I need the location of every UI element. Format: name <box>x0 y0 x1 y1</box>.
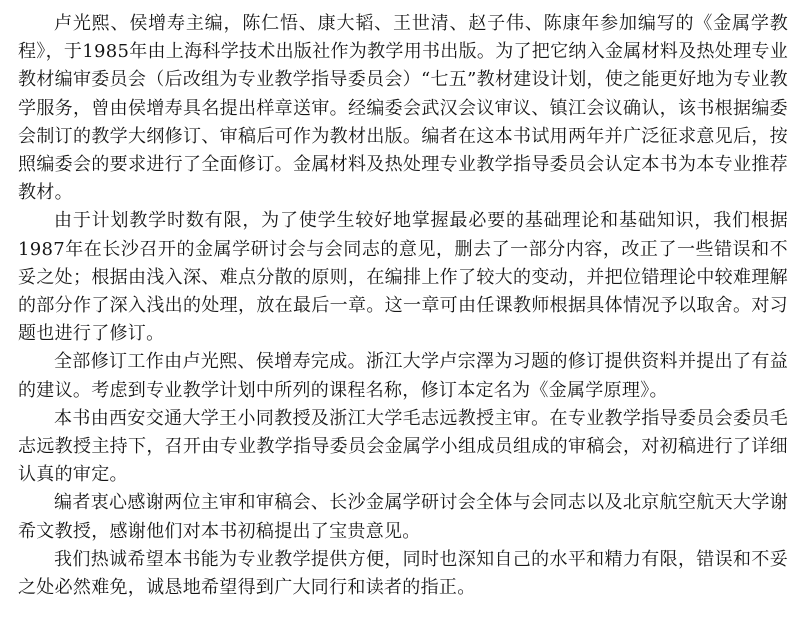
paragraph-3: 全部修订工作由卢光熙、侯增寿完成。浙江大学卢宗澤为习题的修订提供资料并提出了有益的建议。考虑到专业教学计划中所列的课程名称，修订本定名为《金属学原理》。 <box>18 351 788 401</box>
paragraph-1: 卢光熙、侯增寿主编，陈仁悟、康大韬、王世清、赵子伟、陈康年参加编写的《金属学教程》，于1985年由上海科学技术出版社作为教学用书出版。为了把它纳入金属材料及热处理专业教材编审委员会（后改组为专业教学指导委员会）“七五”教材建设计划，使之能更好地为专业教学服务，曾由侯增寿具名提出样章送审。经编委会武汉会议审议、镇江会议确认，该书根据编委会制订的教学大纲修订、审稿后可作为教材出版。编者在这本书试用两年并广泛征求意见后，按照编委会的要求进行了全面修订。金属材料及热处理专业教学指导委员会认定本书为本专业推荐教材。 <box>18 13 789 204</box>
paragraph-4: 本书由西安交通大学王小同教授及浙江大学毛志远教授主审。在专业教学指导委员会委员毛志远教授主持下，召开由专业教学指导委员会金属学小组成员组成的审稿会，对初稿进行了详细认真的审定。 <box>18 407 788 486</box>
paragraph-5: 编者衷心感谢两位主审和审稿会、长沙金属学研讨会全体与会同志以及北京航空航天大学谢希文教授，感谢他们对本书初稿提出了宝贵意见。 <box>18 492 788 542</box>
paragraph-2: 由于计划教学时数有限，为了使学生较好地掌握最必要的基础理论和基础知识，我们根据1987年在长沙召开的金属学研讨会与会同志的意见，删去了一部分内容，改正了一些错误和不妥之处；根据由浅入深、难点分散的原则，在编排上作了较大的变动，并把位错理论中较难理解的部分作了深入浅出的处理，放在最后一章。这一章可由任课教师根据具体情况予以取舍。对习题也进行了修订。 <box>18 210 788 345</box>
document-page <box>18 10 788 602</box>
paragraph-6: 我们热诚希望本书能为专业教学提供方便，同时也深知自己的水平和精力有限，错误和不妥之处必然难免，诚恳地希望得到广大同行和读者的指正。 <box>18 548 788 599</box>
